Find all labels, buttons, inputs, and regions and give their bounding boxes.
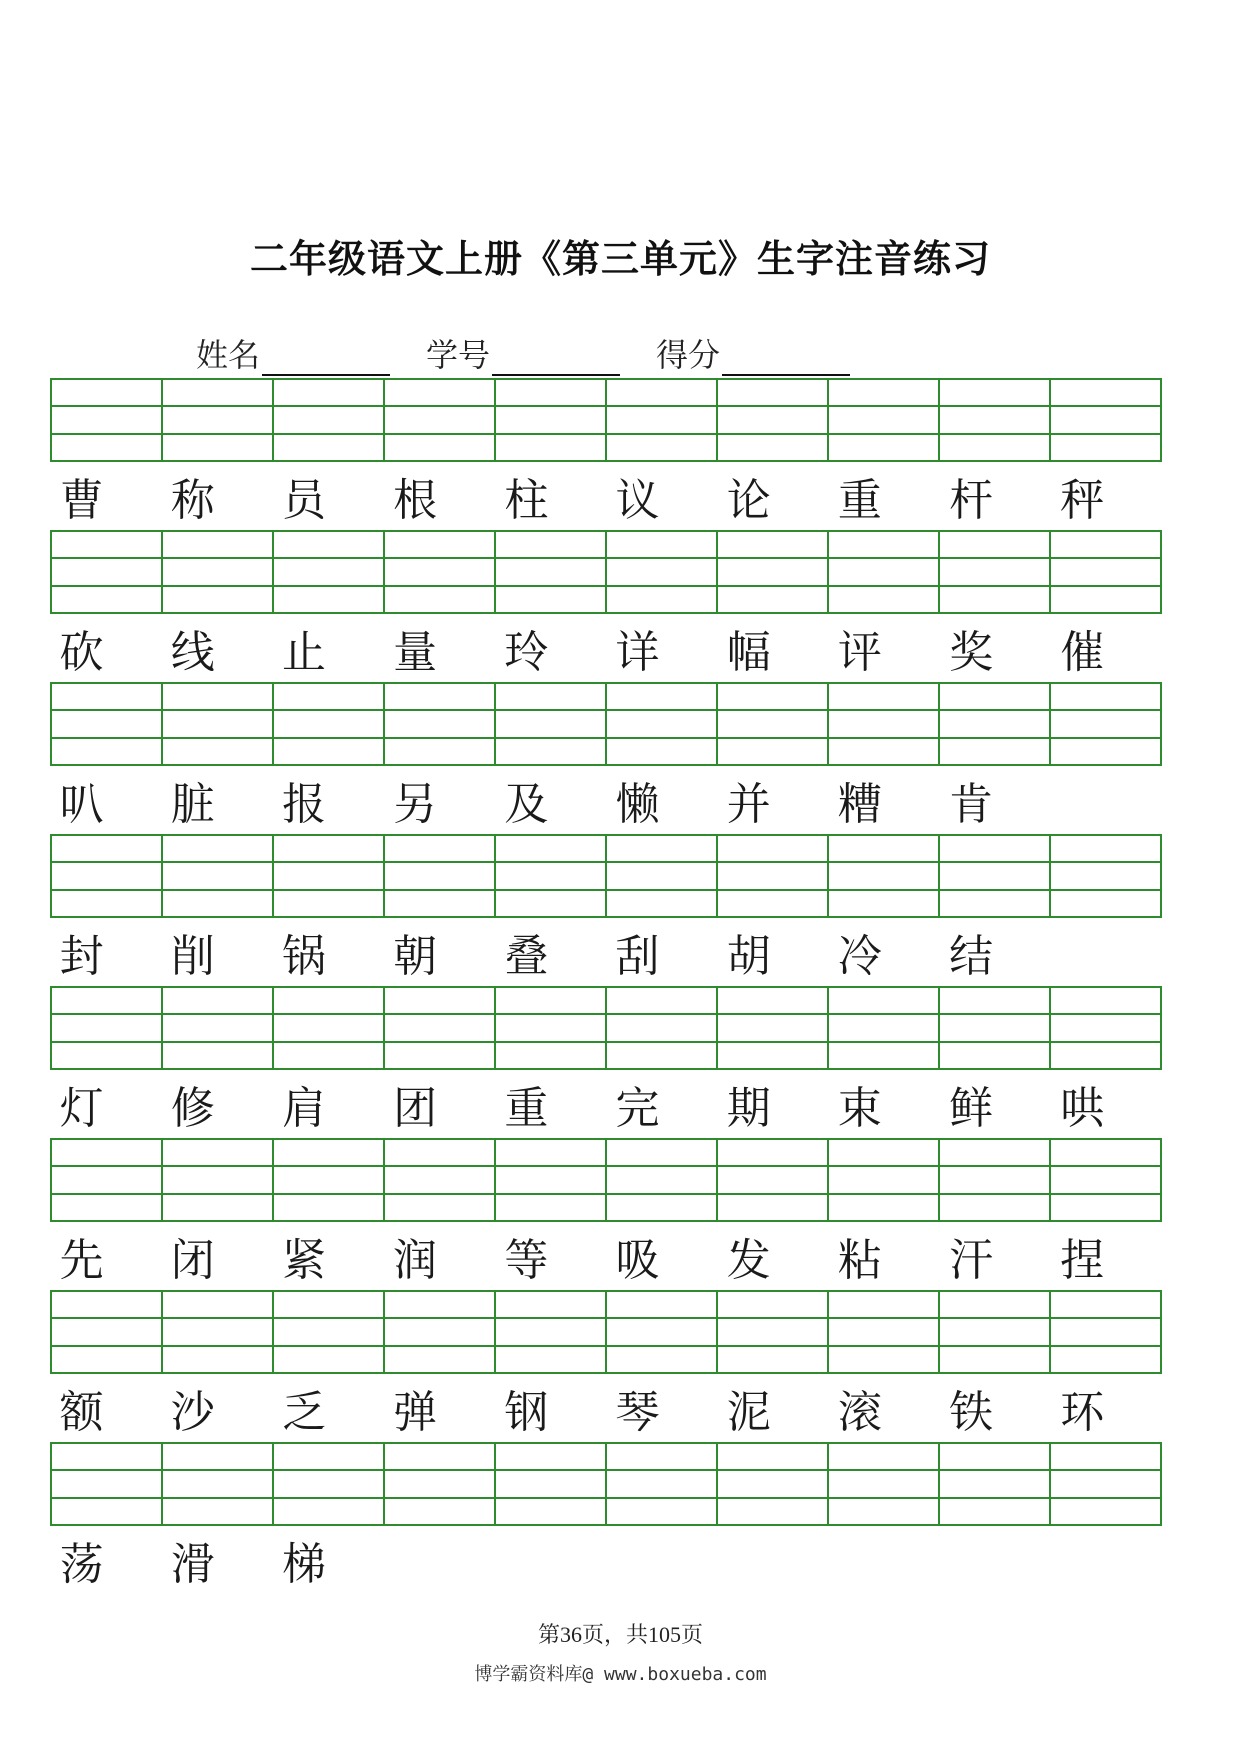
pinyin-cell[interactable] — [607, 836, 718, 916]
pinyin-cell[interactable] — [385, 1292, 496, 1372]
pinyin-cell[interactable] — [163, 1444, 274, 1524]
pinyin-cell[interactable] — [163, 988, 274, 1068]
character-row — [50, 918, 1162, 986]
hanzi-character: 粘 — [837, 1235, 882, 1286]
pinyin-cell[interactable] — [52, 380, 163, 460]
exercise-row — [50, 1442, 1162, 1594]
hanzi-character: 砍 — [59, 627, 104, 678]
student-id-label: 学号 — [426, 336, 491, 374]
pinyin-cell[interactable] — [385, 532, 496, 612]
character-row — [50, 462, 1162, 530]
pinyin-grid — [50, 1442, 1162, 1526]
pinyin-cell[interactable] — [163, 684, 274, 764]
hanzi-character: 琴 — [615, 1387, 660, 1438]
hanzi-character: 弹 — [393, 1387, 438, 1438]
hanzi-character: 线 — [170, 627, 215, 678]
pinyin-cell[interactable] — [829, 1292, 940, 1372]
hanzi-character: 束 — [837, 1083, 882, 1134]
exercise-row — [50, 834, 1162, 986]
pinyin-cell[interactable] — [940, 836, 1051, 916]
pinyin-cell[interactable] — [52, 1292, 163, 1372]
name-field — [196, 330, 390, 376]
pinyin-cell[interactable] — [829, 1444, 940, 1524]
pinyin-cell[interactable] — [607, 380, 718, 460]
pinyin-cell[interactable] — [607, 1444, 718, 1524]
hanzi-character: 冷 — [837, 931, 882, 982]
hanzi-character: 朝 — [393, 931, 438, 982]
hanzi-character: 评 — [837, 627, 882, 678]
pinyin-cell[interactable] — [496, 836, 607, 916]
pinyin-grid — [50, 1290, 1162, 1374]
hanzi-character: 滑 — [170, 1539, 215, 1590]
pinyin-cell[interactable] — [829, 532, 940, 612]
hanzi-character: 称 — [170, 475, 215, 526]
hanzi-character: 论 — [726, 475, 771, 526]
hanzi-character: 另 — [393, 779, 438, 830]
hanzi-character: 先 — [59, 1235, 104, 1286]
hanzi-character: 脏 — [170, 779, 215, 830]
hanzi-character: 懒 — [615, 779, 660, 830]
hanzi-character: 幅 — [726, 627, 771, 678]
pinyin-cell[interactable] — [607, 684, 718, 764]
pinyin-cell[interactable] — [385, 1444, 496, 1524]
pinyin-grid — [50, 378, 1162, 462]
pinyin-cell[interactable] — [274, 988, 385, 1068]
hanzi-character: 催 — [1060, 627, 1105, 678]
pinyin-cell[interactable] — [274, 1292, 385, 1372]
hanzi-character: 梯 — [281, 1539, 326, 1590]
pinyin-cell[interactable] — [496, 988, 607, 1068]
hanzi-character: 肩 — [281, 1083, 326, 1134]
hanzi-character: 根 — [393, 475, 438, 526]
character-row — [50, 1374, 1162, 1442]
exercise-row — [50, 1290, 1162, 1442]
pinyin-cell[interactable] — [1051, 1292, 1160, 1372]
hanzi-character: 肯 — [949, 779, 994, 830]
character-row — [50, 1070, 1162, 1138]
pinyin-cell[interactable] — [52, 532, 163, 612]
pinyin-grid — [50, 834, 1162, 918]
hanzi-character: 捏 — [1060, 1235, 1105, 1286]
pinyin-cell[interactable] — [274, 836, 385, 916]
pinyin-cell[interactable] — [718, 836, 829, 916]
pinyin-cell[interactable] — [163, 1140, 274, 1220]
pinyin-cell[interactable] — [718, 532, 829, 612]
pinyin-cell[interactable] — [496, 1444, 607, 1524]
pinyin-cell[interactable] — [1051, 380, 1160, 460]
hanzi-character: 吸 — [615, 1235, 660, 1286]
pinyin-cell[interactable] — [607, 532, 718, 612]
pinyin-cell[interactable] — [718, 1292, 829, 1372]
pinyin-cell[interactable] — [718, 380, 829, 460]
pinyin-cell[interactable] — [1051, 1444, 1160, 1524]
pinyin-cell[interactable] — [163, 1292, 274, 1372]
hanzi-character: 闭 — [170, 1235, 215, 1286]
hanzi-character: 等 — [504, 1235, 549, 1286]
hanzi-character: 锅 — [281, 931, 326, 982]
pinyin-cell[interactable] — [940, 684, 1051, 764]
pinyin-grid — [50, 682, 1162, 766]
pinyin-cell[interactable] — [940, 1140, 1051, 1220]
pinyin-cell[interactable] — [274, 1444, 385, 1524]
pinyin-cell[interactable] — [52, 836, 163, 916]
pinyin-cell[interactable] — [829, 1140, 940, 1220]
pinyin-cell[interactable] — [274, 532, 385, 612]
pinyin-grid — [50, 986, 1162, 1070]
student-info — [196, 330, 886, 376]
hanzi-character: 环 — [1060, 1387, 1105, 1438]
pinyin-cell[interactable] — [1051, 988, 1160, 1068]
pinyin-cell[interactable] — [496, 532, 607, 612]
pinyin-cell[interactable] — [274, 684, 385, 764]
hanzi-character: 糟 — [837, 779, 882, 830]
pinyin-cell[interactable] — [940, 1292, 1051, 1372]
hanzi-character: 汗 — [949, 1235, 994, 1286]
hanzi-character: 杆 — [949, 475, 994, 526]
score-label: 得分 — [656, 336, 721, 374]
pinyin-cell[interactable] — [940, 380, 1051, 460]
hanzi-character: 期 — [726, 1083, 771, 1134]
hanzi-character: 沙 — [170, 1387, 215, 1438]
hanzi-character: 额 — [59, 1387, 104, 1438]
hanzi-character: 并 — [726, 779, 771, 830]
pinyin-cell[interactable] — [163, 836, 274, 916]
pinyin-cell[interactable] — [274, 380, 385, 460]
character-row — [50, 1526, 1162, 1594]
pinyin-cell[interactable] — [1051, 1140, 1160, 1220]
pinyin-cell[interactable] — [385, 1140, 496, 1220]
pinyin-cell[interactable] — [163, 380, 274, 460]
exercise-row — [50, 986, 1162, 1138]
pinyin-cell[interactable] — [718, 1444, 829, 1524]
pinyin-cell[interactable] — [385, 988, 496, 1068]
hanzi-character: 钢 — [504, 1387, 549, 1438]
character-row — [50, 1222, 1162, 1290]
pinyin-cell[interactable] — [385, 380, 496, 460]
student-id-blank[interactable] — [492, 344, 620, 376]
pinyin-cell[interactable] — [496, 380, 607, 460]
exercise-row — [50, 530, 1162, 682]
hanzi-character: 结 — [949, 931, 994, 982]
pinyin-cell[interactable] — [52, 1140, 163, 1220]
hanzi-character: 鲜 — [949, 1083, 994, 1134]
pinyin-cell[interactable] — [829, 836, 940, 916]
hanzi-character: 灯 — [59, 1083, 104, 1134]
pinyin-cell[interactable] — [163, 532, 274, 612]
hanzi-character: 润 — [393, 1235, 438, 1286]
pinyin-cell[interactable] — [52, 684, 163, 764]
hanzi-character: 紧 — [281, 1235, 326, 1286]
hanzi-character: 削 — [170, 931, 215, 982]
score-field — [656, 330, 850, 376]
hanzi-character: 重 — [837, 475, 882, 526]
pinyin-cell[interactable] — [496, 684, 607, 764]
pinyin-cell[interactable] — [1051, 684, 1160, 764]
hanzi-character: 曹 — [59, 475, 104, 526]
pinyin-grid — [50, 530, 1162, 614]
pinyin-cell[interactable] — [52, 1444, 163, 1524]
hanzi-character: 修 — [170, 1083, 215, 1134]
exercise-row — [50, 682, 1162, 834]
pinyin-cell[interactable] — [1051, 836, 1160, 916]
pinyin-cell[interactable] — [274, 1140, 385, 1220]
pinyin-cell[interactable] — [52, 988, 163, 1068]
hanzi-character: 量 — [393, 627, 438, 678]
pinyin-cell[interactable] — [385, 684, 496, 764]
hanzi-character: 员 — [281, 475, 326, 526]
pinyin-cell[interactable] — [718, 988, 829, 1068]
exercise-row — [50, 1138, 1162, 1290]
hanzi-character: 封 — [59, 931, 104, 982]
hanzi-character: 柱 — [504, 475, 549, 526]
hanzi-character: 团 — [393, 1083, 438, 1134]
hanzi-character: 哄 — [1060, 1083, 1105, 1134]
pinyin-cell[interactable] — [496, 1292, 607, 1372]
hanzi-character: 议 — [615, 475, 660, 526]
hanzi-character: 刮 — [615, 931, 660, 982]
name-label: 姓名 — [196, 336, 261, 374]
hanzi-character: 止 — [281, 627, 326, 678]
hanzi-character: 滚 — [837, 1387, 882, 1438]
hanzi-character: 完 — [615, 1083, 660, 1134]
hanzi-character: 铁 — [949, 1387, 994, 1438]
pinyin-cell[interactable] — [829, 988, 940, 1068]
page-number: 第36页，共105页 — [537, 1622, 703, 1647]
exercise-row — [50, 378, 1162, 530]
hanzi-character: 发 — [726, 1235, 771, 1286]
character-row — [50, 614, 1162, 682]
student-id-field — [426, 330, 620, 376]
pinyin-cell[interactable] — [718, 1140, 829, 1220]
hanzi-character: 胡 — [726, 931, 771, 982]
exercise-rows — [50, 378, 1162, 1594]
pinyin-cell[interactable] — [385, 836, 496, 916]
pinyin-grid — [50, 1138, 1162, 1222]
pinyin-cell[interactable] — [940, 1444, 1051, 1524]
hanzi-character: 玲 — [504, 627, 549, 678]
hanzi-character: 乏 — [281, 1387, 326, 1438]
hanzi-character: 秤 — [1060, 475, 1105, 526]
pinyin-cell[interactable] — [829, 380, 940, 460]
page-title: 二年级语文上册《第三单元》生字注音练习 — [249, 237, 991, 281]
character-row — [50, 766, 1162, 834]
name-blank[interactable] — [262, 344, 390, 376]
score-blank[interactable] — [722, 344, 850, 376]
pinyin-cell[interactable] — [1051, 532, 1160, 612]
hanzi-character: 及 — [504, 779, 549, 830]
pinyin-cell[interactable] — [829, 684, 940, 764]
pinyin-cell[interactable] — [496, 1140, 607, 1220]
hanzi-character: 奖 — [949, 627, 994, 678]
pinyin-cell[interactable] — [607, 1292, 718, 1372]
site-watermark: 博学霸资料库@ www.boxueba.com — [474, 1664, 767, 1685]
hanzi-character: 泥 — [726, 1387, 771, 1438]
hanzi-character: 详 — [615, 627, 660, 678]
hanzi-character: 报 — [281, 779, 326, 830]
hanzi-character: 叠 — [504, 931, 549, 982]
hanzi-character: 重 — [504, 1083, 549, 1134]
pinyin-cell[interactable] — [607, 1140, 718, 1220]
pinyin-cell[interactable] — [718, 684, 829, 764]
hanzi-character: 荡 — [59, 1539, 104, 1590]
pinyin-cell[interactable] — [607, 988, 718, 1068]
hanzi-character: 叭 — [59, 779, 104, 830]
pinyin-cell[interactable] — [940, 532, 1051, 612]
pinyin-cell[interactable] — [940, 988, 1051, 1068]
